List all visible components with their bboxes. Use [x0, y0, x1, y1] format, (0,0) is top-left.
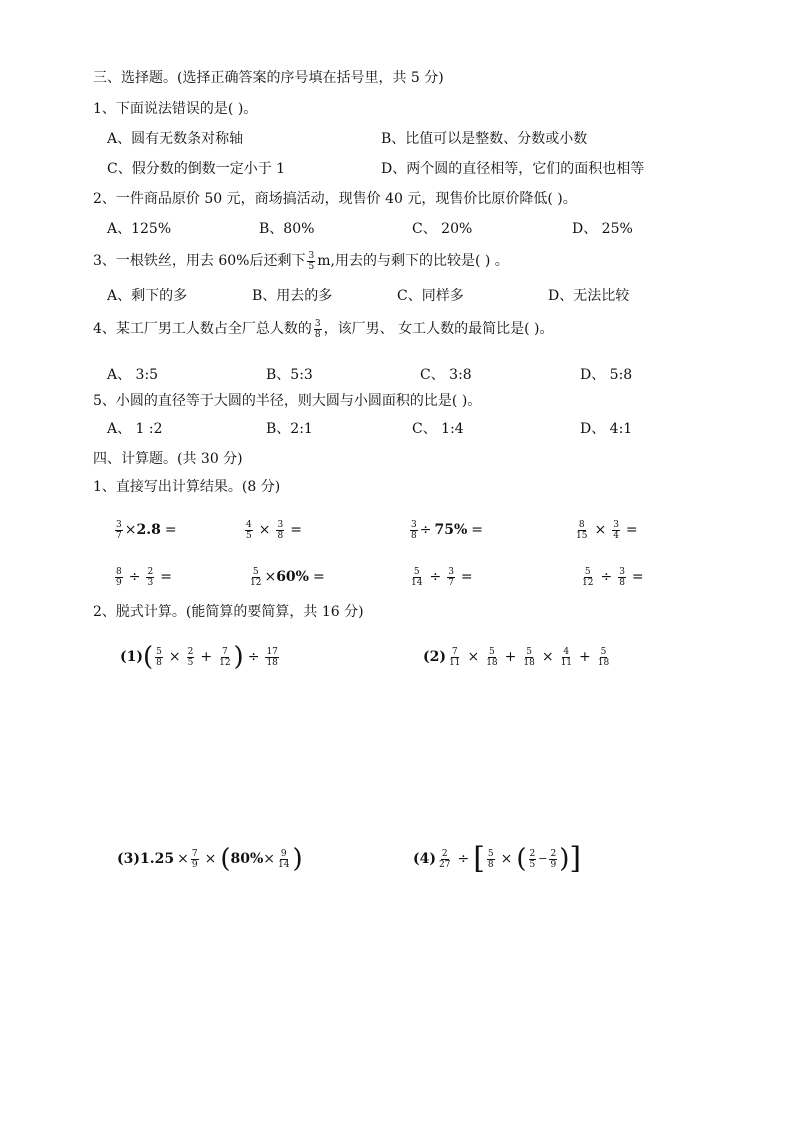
- q2-stem: 2、一件商品原价 50 元，商场搞活动，现售价 40 元，现售价比原价降低( )。: [93, 191, 577, 207]
- q1-option-c: C、假分数的倒数一定小于 1: [107, 161, 286, 177]
- q4-option-a: A、 3:5: [107, 367, 159, 383]
- direct-expr-4: $\frac{8}{15}$ × $\frac{3}{4}$ =: [576, 519, 638, 541]
- direct-expr-8: $\frac{5}{12}$ ÷ $\frac{3}{8}$ =: [582, 566, 644, 588]
- q5-option-a: A、 1 :2: [107, 421, 163, 437]
- step-label-1: (1): [120, 649, 143, 665]
- q3-option-d: D、无法比较: [548, 288, 630, 304]
- step-calc-title: 2、脱式计算。(能简算的要简算，共 16 分): [93, 604, 364, 620]
- q1-option-d: D、两个圆的直径相等，它们的面积也相等: [381, 161, 645, 177]
- step-expr-3: (3) 1.25 × $\frac{7}{9}$ × ( 80% × $\frac{9}{14}$ ): [117, 844, 303, 874]
- direct-expr-5: $\frac{8}{9}$ ÷ $\frac{2}{3}$ =: [116, 566, 172, 588]
- q3-option-a: A、剩下的多: [107, 288, 188, 304]
- direct-expr-6: $\frac{5}{12}$ × 60% =: [250, 566, 325, 588]
- q5-stem: 5、小圆的直径等于大圆的半径，则大圆与小圆面积的比是( )。: [93, 393, 482, 409]
- q3-option-b: B、用去的多: [252, 288, 333, 304]
- step-expr-1: (1) ( $\frac{5}{8}$ × $\frac{2}{5}$ + $\frac{7}{12}$ ) ÷ $\frac{17}{18}$: [120, 642, 278, 672]
- q4-fraction: $\frac{3}{8}$: [314, 318, 321, 340]
- q5-option-c: C、 1:4: [412, 421, 464, 437]
- direct-expr-2: $\frac{4}{5}$ × $\frac{3}{8}$ =: [246, 519, 302, 541]
- section-4-title: 四、计算题。(共 30 分): [93, 451, 243, 467]
- direct-expr-3: $\frac{3}{8}$ ÷ 75% =: [411, 519, 483, 541]
- q2-option-b: B、80%: [259, 221, 315, 237]
- step-expr-2: (2) $\frac{7}{11}$ × $\frac{5}{18}$ + $\frac{5}{18}$ × $\frac{4}{11}$ + $\frac{5}{18}$: [423, 646, 610, 668]
- q4-stem-post: ，该厂男、 女工人数的最简比是( )。: [323, 321, 554, 337]
- q2-option-d: D、 25%: [572, 221, 633, 237]
- q3-stem-pre: 3、一根铁丝，用去 60%后还剩下: [93, 253, 306, 269]
- q3-fraction: $\frac{3}{5}$: [308, 250, 315, 272]
- q4-stem: [93, 318, 553, 340]
- section-3-title: 三、选择题。(选择正确答案的序号填在括号里，共 5 分): [93, 70, 444, 86]
- direct-expr-7: $\frac{5}{14}$ ÷ $\frac{3}{7}$ =: [411, 566, 473, 588]
- q4-option-b: B、5:3: [266, 367, 313, 383]
- q4-option-d: D、 5:8: [580, 367, 633, 383]
- q1-stem: 1、下面说法错误的是( )。: [93, 101, 258, 117]
- q4-option-c: C、 3:8: [420, 367, 472, 383]
- q1-option-a: A、圆有无数条对称轴: [107, 131, 244, 147]
- q5-option-d: D、 4:1: [580, 421, 633, 437]
- direct-calc-title: 1、直接写出计算结果。(8 分): [93, 479, 281, 495]
- step-expr-4: (4) $\frac{2}{27}$ ÷ [ $\frac{5}{8}$ × ( $\frac{2}{5}$ − $\frac{2}{9}$ ) ]: [413, 841, 582, 876]
- q5-option-b: B、2:1: [266, 421, 313, 437]
- step-label-2: (2): [423, 649, 446, 665]
- q3-stem: [93, 250, 509, 272]
- q2-option-a: A、125%: [107, 221, 172, 237]
- q3-stem-post: m,用去的与剩下的比较是( ) 。: [317, 253, 509, 269]
- direct-expr-1: $\frac{3}{7}$ × 2.8 =: [116, 519, 177, 541]
- q1-option-b: B、比值可以是整数、分数或小数: [381, 131, 588, 147]
- q3-option-c: C、同样多: [397, 288, 464, 304]
- step-label-3: (3): [117, 851, 140, 867]
- q4-stem-pre: 4、某工厂男工人数占全厂总人数的: [93, 321, 312, 337]
- q2-option-c: C、 20%: [412, 221, 473, 237]
- step-label-4: (4): [413, 851, 436, 867]
